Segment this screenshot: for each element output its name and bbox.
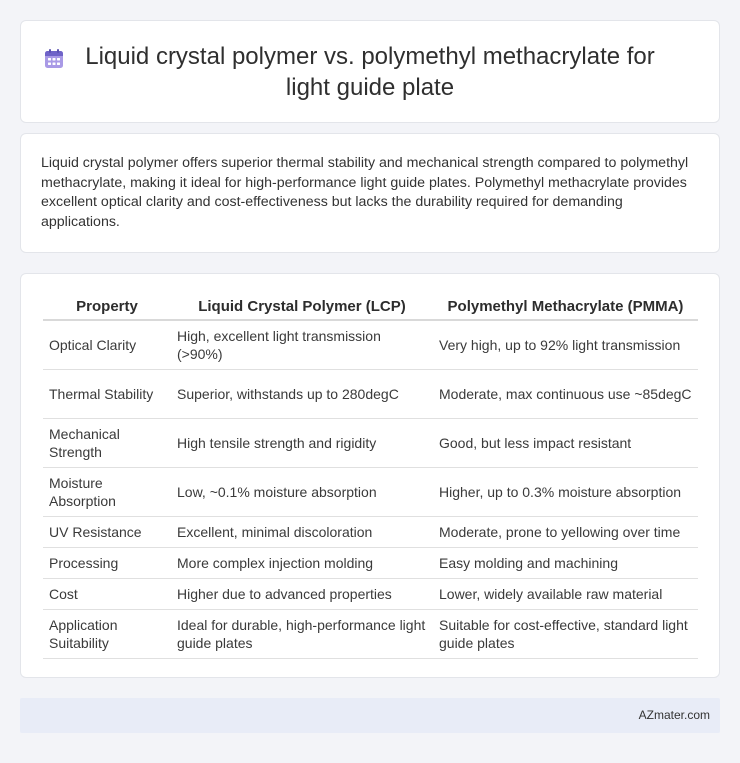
pmma-cell: Easy molding and machining (433, 547, 698, 578)
property-cell: Cost (43, 578, 171, 609)
pmma-cell: Moderate, prone to yellowing over time (433, 516, 698, 547)
lcp-cell: More complex injection molding (171, 547, 433, 578)
lcp-cell: High tensile strength and rigidity (171, 418, 433, 467)
table-row (43, 467, 698, 516)
header-lcp: Liquid Crystal Polymer (LCP) (171, 290, 433, 320)
property-cell: Processing (43, 547, 171, 578)
table-header-row (43, 290, 698, 320)
pmma-cell: Good, but less impact resistant (433, 418, 698, 467)
lcp-cell: Higher due to advanced properties (171, 578, 433, 609)
table-row (43, 547, 698, 578)
pmma-cell: Moderate, max continuous use ~85degC (433, 369, 698, 418)
header-pmma: Polymethyl Methacrylate (PMMA) (433, 290, 698, 320)
header-property: Property (43, 290, 171, 320)
title-wrap (61, 21, 679, 122)
table-row (43, 369, 698, 418)
table-row (43, 320, 698, 369)
table-row (43, 609, 698, 658)
lcp-cell: Excellent, minimal discoloration (171, 516, 433, 547)
property-cell: Optical Clarity (43, 320, 171, 369)
pmma-cell: Very high, up to 92% light transmission (433, 320, 698, 369)
lcp-cell: Low, ~0.1% moisture absorption (171, 467, 433, 516)
property-cell: Application Suitability (43, 609, 171, 658)
table-row (43, 516, 698, 547)
title-card (20, 20, 720, 123)
pmma-cell: Higher, up to 0.3% moisture absorption (433, 467, 698, 516)
property-cell: Moisture Absorption (43, 467, 171, 516)
property-cell: Thermal Stability (43, 369, 171, 418)
lcp-cell: High, excellent light transmission (>90%) (171, 320, 433, 369)
property-cell: UV Resistance (43, 516, 171, 547)
property-cell: Mechanical Strength (43, 418, 171, 467)
footer-bar (20, 698, 720, 733)
lcp-cell: Superior, withstands up to 280degC (171, 369, 433, 418)
comparison-card (20, 273, 720, 678)
page-title: Liquid crystal polymer vs. polymethyl methacrylate for light guide plate (85, 42, 655, 101)
intro-card (20, 133, 720, 253)
pmma-cell: Lower, widely available raw material (433, 578, 698, 609)
lcp-cell: Ideal for durable, high-performance light guide plates (171, 609, 433, 658)
table-row (43, 418, 698, 467)
table-row (43, 578, 698, 609)
comparison-table (43, 290, 698, 659)
intro-paragraph: Liquid crystal polymer offers superior thermal stability and mechanical strength compared to polymethyl methacrylate, making it ideal for high-performance light guide plates. Polymethyl methacrylate provides excellent optical clarity and cost-effectiveness but lacks the durability required for demanding applications. (41, 155, 689, 230)
pmma-cell: Suitable for cost-effective, standard light guide plates (433, 609, 698, 658)
footer-brand-link[interactable]: AZmater.com (638, 708, 710, 722)
